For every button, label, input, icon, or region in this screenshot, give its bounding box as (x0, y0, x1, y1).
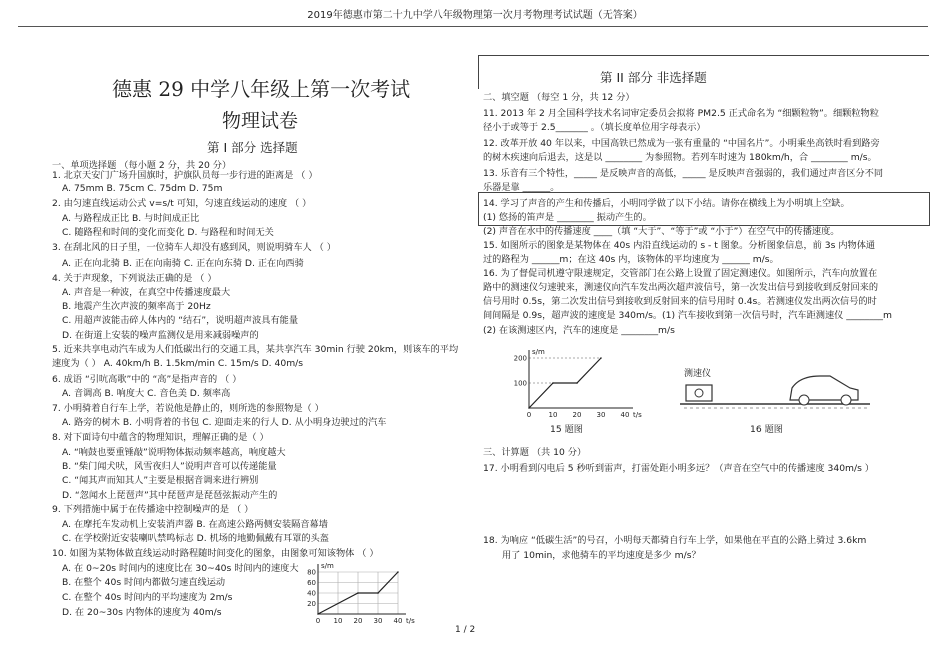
q17-text: 17. 小明看到闪电后 5 秒听到雷声，打雷处距小明多远？（声音在空气中的传播速度 340m/s ） (483, 463, 874, 474)
left-line: 速度为（ ） A. 40km/h B. 1.5km/min C. 15m/s D. 40m/s (52, 358, 304, 369)
data-point (317, 613, 319, 615)
left-line: C. 随路程和时间的变化而变化 D. 与路程和时间无关 (62, 227, 274, 238)
speed-detector-icon (686, 385, 712, 401)
left-line: D. 在 20~30s 内物体的速度为 40m/s (62, 607, 222, 618)
left-line: A. 75mm B. 75cm C. 75dm D. 75m (62, 183, 223, 194)
data-point (552, 382, 554, 384)
section1-heading: 一、单项选择题 （每小题 2 分，共 20 分） (52, 160, 232, 171)
x-tick-label: 40 (393, 617, 403, 625)
left-line: 6. 成语 “引吭高歌”中的 “高”是指声音的 （ ） (52, 374, 242, 385)
x-tick-label: 10 (548, 411, 558, 419)
right-line: 的树木疾速向后退去，这是以 ________ 为参照物。若列车时速为 180km/h，合 ________ m/s。 (483, 152, 877, 163)
left-line: 1. 北京天安门广场升国旗时，护旗队员每一步行进的距离是 （ ） (52, 170, 318, 181)
car-wheel-icon (841, 395, 851, 405)
right-line: 15. 如图所示的图象是某物体在 40s 内沿直线运动的 s - t 图象。分析图象信息，前 3s 内物体通 (483, 240, 876, 251)
left-line: A. 声音是一种波，在真空中传播速度最大 (62, 287, 231, 298)
left-line: A. “响鼓也要重锤敲”说明物体振动频率越高，响度越大 (62, 447, 286, 458)
q18-line1: 18. 为响应 “低碳生活”的号召，小明每天都骑自行车上学，如果他在平直的公路上骑过 3.6km (483, 535, 867, 546)
left-line: A. 与路程成正比 B. 与时间成正比 (62, 213, 200, 224)
data-point (528, 407, 530, 409)
fig16-caption: 16 题图 (750, 424, 783, 435)
y-tick-label: 40 (307, 589, 316, 598)
right-line: 乐器是靠 ______。 (483, 182, 560, 193)
x-tick-label: 30 (373, 617, 383, 625)
fig16-detector-label: 测速仪 (684, 369, 712, 379)
right-line: 14. 学习了声音的产生和传播后，小明同学做了以下小结。请你在横线上为小明填上空缺。 (483, 198, 850, 209)
left-line: A. 在 0~20s 时间内的速度比在 30~40s 时间内的速度大 (62, 563, 299, 574)
left-line: 7. 小明骑着自行车上学，若说他是静止的，则所选的参照物是（ ） (52, 403, 324, 414)
left-line: A. 音调高 B. 响度大 C. 音色美 D. 频率高 (62, 388, 231, 399)
right-line: 信号用时 0.5s，第二次发出信号到接收到反射回来的信号用时 0.4s。若测速仪发出两次信号的时 (483, 296, 877, 307)
right-line: (2) 在该测速区内，汽车的速度是 ________m/s (483, 325, 675, 336)
y-tick-label: 100 (513, 379, 527, 388)
right-line: 12. 改革开放 40 年以来，中国高铁已然成为一张有重量的 “中国名片”。小明乘坐高铁时看到路旁 (483, 138, 880, 149)
y-tick-label: 60 (307, 579, 316, 587)
left-line: A. 路旁的树木 B. 小明背着的书包 C. 迎面走来的行人 D. 从小明身边驶过的汽车 (62, 417, 387, 428)
y-axis-label: s/m (532, 348, 545, 356)
part1-heading: 第 I 部分 选择题 (207, 140, 298, 155)
left-line: 9. 下列措施中属于在传播途中控制噪声的是 （ ） (52, 504, 254, 515)
y-tick-label: 20 (307, 600, 316, 608)
page-number: 1 / 2 (455, 625, 476, 635)
q18-line2: 用了 10min，求他骑车的平均速度是多少 m/s？ (502, 550, 701, 561)
x-tick-label: 20 (572, 411, 582, 419)
right-line: 二、填空题 （每空 1 分，共 12 分） (483, 92, 635, 103)
x-axis-label: t/s (633, 411, 642, 419)
x-tick-label: 0 (526, 411, 532, 419)
y-axis-label: s/m (321, 562, 334, 570)
series-line (529, 358, 601, 408)
x-tick-label: 30 (596, 411, 606, 419)
right-line: 11. 2013 年 2 月全国科学技术名词审定委员会拟将 PM2.5 正式命名为 “细颗粒物”。细颗粒物粒 (483, 108, 879, 119)
y-tick-label: 80 (307, 568, 316, 577)
left-line: 4. 关于声现象，下列说法正确的是 （ ） (52, 273, 217, 284)
right-line: 路中的测速仪匀速驶来，测速仪向汽车发出两次超声波信号，第一次发出信号到接收到反射回来的 (483, 282, 879, 293)
q10-chart (300, 560, 415, 626)
fig15-caption: 15 题图 (550, 424, 583, 435)
car-wheel-icon (799, 395, 809, 405)
left-line: C. 在学校附近安装喇叭禁鸣标志 D. 机场的地勤佩戴有耳罩的头盔 (62, 533, 329, 544)
right-line: 过的路程为 ______m；在这 40s 内，该物体的平均速度为 ______ m/s。 (483, 254, 779, 265)
left-line: A. 在摩托车发动机上安装消声器 B. 在高速公路两侧安装隔音幕墙 (62, 519, 328, 530)
x-tick-label: 0 (315, 617, 321, 625)
right-line: 16. 为了督促司机遵守限速规定，交管部门在公路上设置了固定测速仪。如图所示，汽车向放置在 (483, 268, 878, 279)
right-line: (2) 声音在水中的传播速度 ____（填 “大于”、“等于”或 “小于”）在空气中的传播速度。 (483, 226, 840, 237)
x-tick-label: 20 (353, 617, 363, 625)
fig15-chart (505, 340, 645, 422)
right-line: 间间隔是 0.9s，超声波的速度是 340m/s。(1) 汽车接收到第一次信号时，汽车距测速仪 ________m (483, 310, 892, 321)
y-tick-label: 200 (513, 354, 527, 363)
detector-lens-icon (695, 389, 703, 397)
data-point (397, 571, 399, 573)
part2-heading: 第 II 部分 非选择题 (600, 70, 707, 85)
left-line: A. 正在向北骑 B. 正在向南骑 C. 正在向东骑 D. 正在向西骑 (62, 258, 304, 269)
right-line: 径小于或等于 2.5_______ 。（填长度单位用字母表示） (483, 122, 706, 133)
data-point (377, 592, 379, 594)
left-line: D. 在街道上安装的噪声监测仪是用来减弱噪声的 (62, 330, 259, 341)
exam-title: 德惠 29 中学八年级上第一次考试 (112, 77, 411, 101)
left-line: 2. 由匀速直线运动公式 v=s/t 可知，匀速直线运动的速度 （ ） (52, 198, 312, 209)
data-point (357, 592, 359, 594)
header-divider (18, 26, 928, 27)
x-axis-label: t/s (406, 617, 415, 625)
left-line: C. 用超声波能击碎人体内的 “结石”，说明超声波具有能量 (62, 315, 299, 326)
x-tick-label: 40 (620, 411, 630, 419)
left-line: B. 地震产生次声波的频率高于 20Hz (62, 301, 211, 312)
left-line: 10. 如图为某物体做直线运动时路程随时间变化的图象，由图象可知该物体 （ ） (52, 548, 379, 559)
page-header: 2019年德惠市第二十九中学八年级物理第一次月考物理考试试题（无答案） (307, 10, 643, 21)
left-line: C. “闻其声而知其人”主要是根据音调来进行辨别 (62, 475, 259, 486)
left-line: B. 在整个 40s 时间内都做匀速直线运动 (62, 577, 226, 588)
right-line: 13. 乐音有三个特性，_____ 是反映声音的高低，_____ 是反映声音强弱的，我们通过声音区分不同 (483, 168, 884, 179)
data-point (576, 382, 578, 384)
left-line: D. “忽闻水上琵琶声”其中琵琶声是琵琶弦振动产生的 (62, 490, 278, 501)
left-line: C. 在整个 40s 时间内的平均速度为 2m/s (62, 592, 233, 603)
left-line: 3. 在刮北风的日子里，一位骑车人却没有感到风，则说明骑车人 （ ） (52, 242, 336, 253)
left-line: B. “柴门闻犬吠，风雪夜归人”说明声音可以传递能量 (62, 461, 277, 472)
section3-heading: 三、计算题 （共 10 分） (483, 447, 587, 458)
data-point (600, 357, 602, 359)
x-tick-label: 10 (333, 617, 343, 625)
left-line: 8. 对下面诗句中蕴含的物理知识，理解正确的是（ ） (52, 432, 269, 443)
left-line: 5. 近来共享电动汽车成为人们低碳出行的交通工具，某共享汽车 30min 行驶 20km，则该车的平均 (52, 344, 459, 355)
fig16-diagram (680, 360, 880, 416)
exam-subtitle: 物理试卷 (222, 110, 299, 132)
right-line: (1) 悠扬的笛声是 ________ 振动产生的。 (483, 212, 652, 223)
